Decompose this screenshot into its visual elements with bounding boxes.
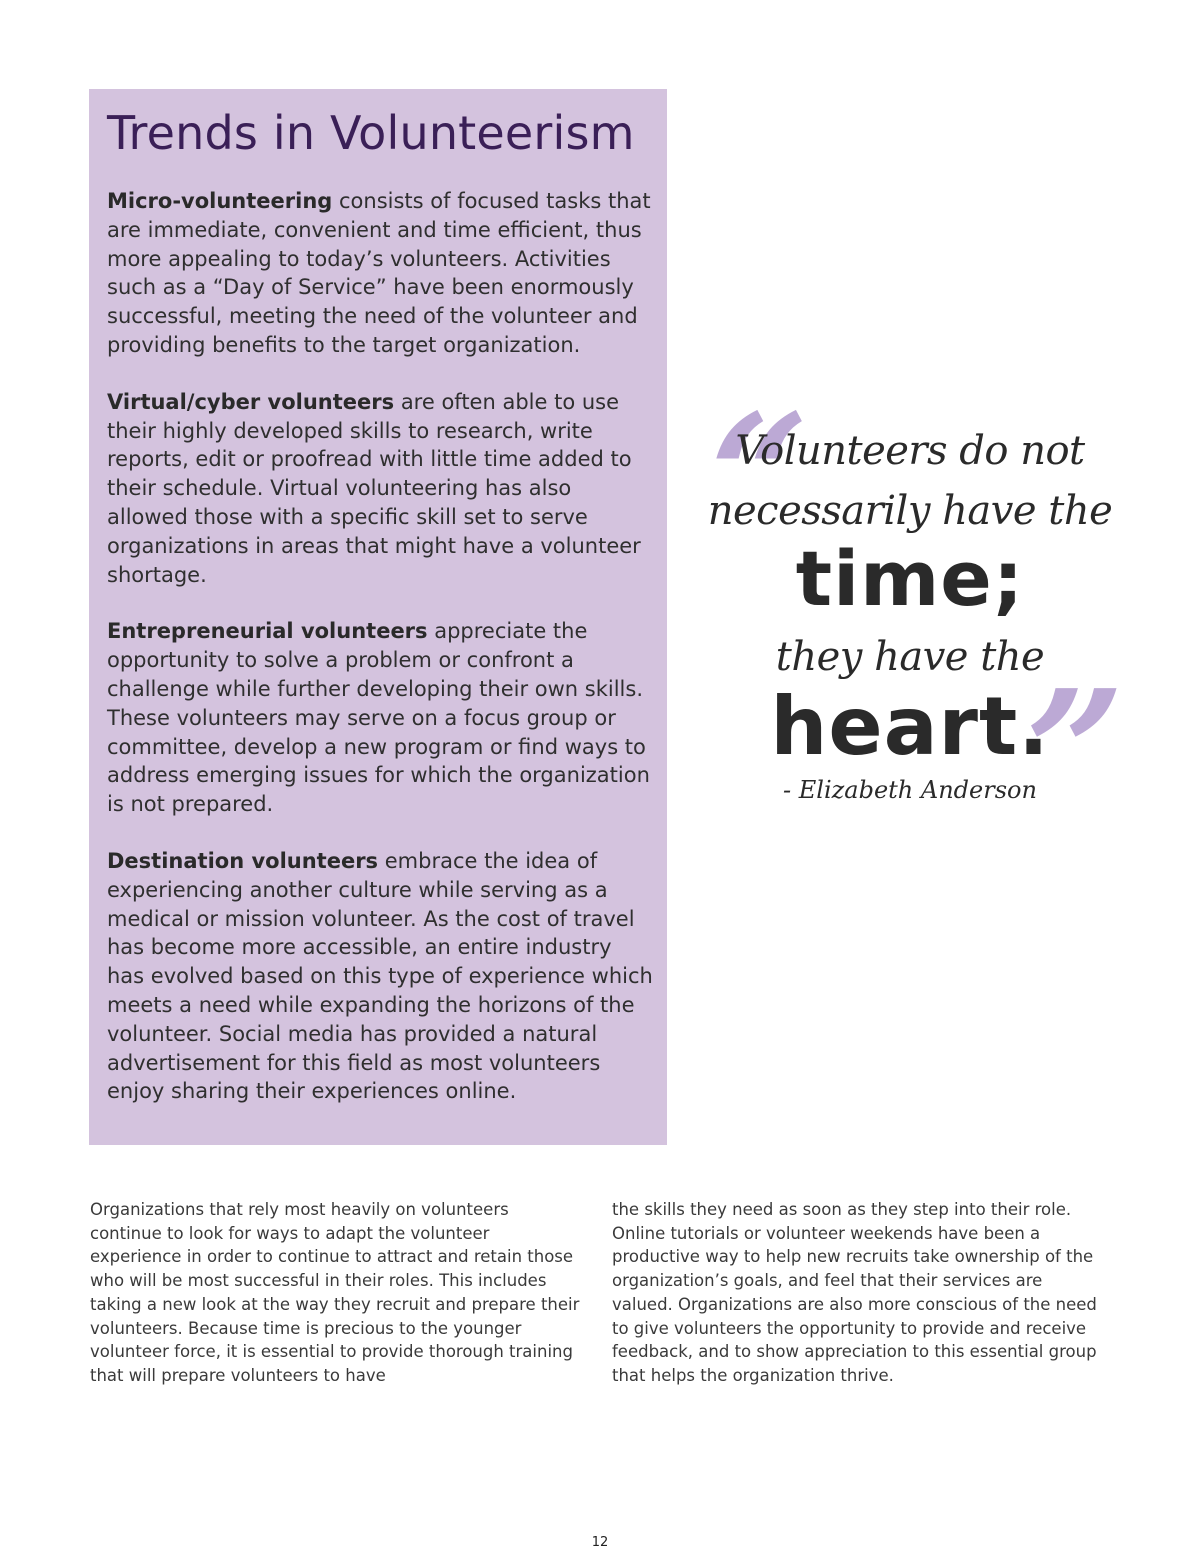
trends-sidebar bbox=[89, 89, 667, 1145]
section-text: consists of focused tasks that are immediate, convenient and time efficient, thus more appealing to today’s volunteers. Activities such as a “Day of Service” have been enormously successful, meeting the need of the volunteer and providing benefits to the target organization. bbox=[107, 189, 651, 357]
page-number: 12 bbox=[591, 1535, 609, 1550]
open-quote-mark-icon: “ bbox=[675, 377, 823, 577]
body-column-2: the skills they need as soon as they step into their role. Online tutorials or volunteer weekends have been a productive way to help new recruits take ownership of the organization’s goals, and feel that their services are valued. Organizations are also more conscious of the need to give volunteers the opportunity to provide and receive feedback, and to show appreciation to this essential group that helps the organization thrive. bbox=[612, 1200, 1097, 1385]
close-quote-mark-icon: ” bbox=[991, 653, 1139, 853]
section-destination-volunteers bbox=[107, 847, 653, 1106]
quote-line-5: heart. bbox=[770, 680, 1050, 773]
sidebar-title: Trends in Volunteerism bbox=[107, 106, 635, 160]
section-text: are often able to use their highly developed skills to research, write reports, edit or proofread with little time added to their schedule. Virtual volunteering has also allowed those with a specific skill set to serve organizations in areas that might have a volunteer shortage. bbox=[107, 389, 641, 587]
quote-line-4: they have the bbox=[775, 634, 1045, 680]
section-micro-volunteering bbox=[107, 187, 653, 360]
section-text: embrace the idea of experiencing another culture while serving as a medical or mission volunteer. As the cost of travel has become more accessible, an entire industry has evolved based on this type of experience which meets a need while expanding the horizons of the volunteer. Social media has provided a natural advertisement for this field as most volunteers enjoy sharing their experiences online. bbox=[107, 848, 653, 1104]
section-term: Destination volunteers bbox=[107, 848, 379, 873]
section-virtual-volunteers bbox=[107, 388, 653, 590]
section-term: Entrepreneurial volunteers bbox=[107, 619, 428, 644]
quote-line-3: time; bbox=[795, 534, 1025, 623]
section-term: Virtual/cyber volunteers bbox=[107, 389, 395, 414]
pull-quote bbox=[675, 377, 1139, 853]
quote-line-1: Volunteers do not bbox=[735, 428, 1085, 474]
quote-author: - Elizabeth Anderson bbox=[783, 776, 1037, 804]
section-term: Micro-volunteering bbox=[107, 189, 333, 213]
section-entrepreneurial-volunteers bbox=[107, 617, 653, 819]
body-column-1: Organizations that rely most heavily on volunteers continue to look for ways to adapt the volunteer experience in order to continue to attract and retain those who will be most successful in their roles. This includes taking a new look at the way they recruit and prepare their volunteers. Because time is precious to the younger volunteer force, it is essential to provide thorough training that will prepare volunteers to have bbox=[90, 1200, 580, 1385]
section-text: appreciate the opportunity to solve a problem or confront a challenge while further developing their own skills. These volunteers may serve on a focus group or committee, develop a new program or find ways to address emerging issues for which the organization is not prepared. bbox=[107, 619, 650, 817]
quote-line-2: necessarily have the bbox=[707, 488, 1113, 534]
